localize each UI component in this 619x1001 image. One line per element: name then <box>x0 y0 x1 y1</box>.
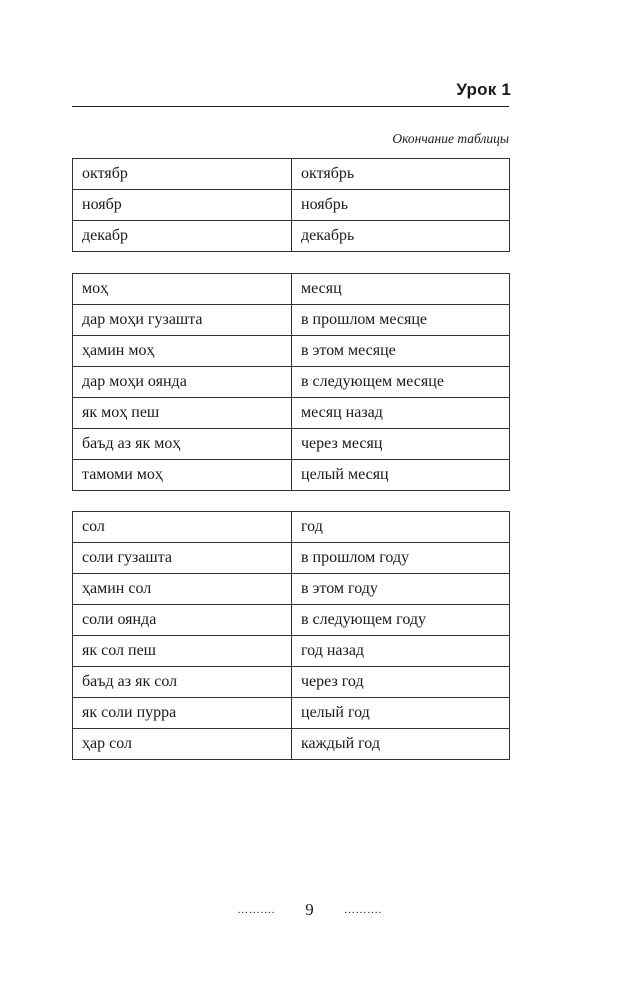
table-continuation-note: Окончание таблицы <box>392 131 509 146</box>
tajik-word: соли оянда <box>73 605 292 636</box>
tajik-word: як сол пеш <box>73 636 292 667</box>
table-row <box>73 398 510 429</box>
russian-translation: декабрь <box>292 221 510 252</box>
russian-translation: через год <box>292 667 510 698</box>
russian-translation: каждый год <box>292 729 510 760</box>
table-row <box>73 729 510 760</box>
tajik-word: тамоми моҳ <box>73 460 292 491</box>
tajik-word: ноябр <box>73 190 292 221</box>
table-row <box>73 429 510 460</box>
table-row <box>73 636 510 667</box>
tajik-word: як моҳ пеш <box>73 398 292 429</box>
table-row <box>73 159 510 190</box>
table-row <box>73 274 510 305</box>
table-row <box>73 512 510 543</box>
russian-translation: целый год <box>292 698 510 729</box>
lesson-title: Урок 1 <box>456 80 511 99</box>
vocab-table-months <box>72 158 510 252</box>
table-row <box>73 667 510 698</box>
russian-translation: месяц назад <box>292 398 510 429</box>
tajik-word: як соли пурра <box>73 698 292 729</box>
russian-translation: октябрь <box>292 159 510 190</box>
tajik-word: сол <box>73 512 292 543</box>
table-row <box>73 574 510 605</box>
russian-translation: год назад <box>292 636 510 667</box>
russian-translation: в прошлом месяце <box>292 305 510 336</box>
page-number: 9 <box>305 900 314 920</box>
vocab-table-month <box>72 273 510 491</box>
table-row <box>73 543 510 574</box>
tajik-word: дар моҳи оянда <box>73 367 292 398</box>
russian-translation: ноябрь <box>292 190 510 221</box>
tajik-word: ҳар сол <box>73 729 292 760</box>
tajik-word: октябр <box>73 159 292 190</box>
russian-translation: в этом году <box>292 574 510 605</box>
russian-translation: месяц <box>292 274 510 305</box>
tajik-word: баъд аз як сол <box>73 667 292 698</box>
footer-dots-right: ………. <box>344 904 382 917</box>
russian-translation: в следующем году <box>292 605 510 636</box>
header-rule <box>72 106 509 107</box>
russian-translation: в следующем месяце <box>292 367 510 398</box>
table-row <box>73 336 510 367</box>
table-row <box>73 190 510 221</box>
table-row <box>73 460 510 491</box>
table-row <box>73 605 510 636</box>
footer-dots-left: ………. <box>237 904 275 917</box>
table-row <box>73 367 510 398</box>
tajik-word: ҳамин моҳ <box>73 336 292 367</box>
russian-translation: год <box>292 512 510 543</box>
table-row <box>73 305 510 336</box>
tajik-word: декабр <box>73 221 292 252</box>
tajik-word: моҳ <box>73 274 292 305</box>
russian-translation: в прошлом году <box>292 543 510 574</box>
tajik-word: соли гузашта <box>73 543 292 574</box>
tajik-word: баъд аз як моҳ <box>73 429 292 460</box>
tajik-word: ҳамин сол <box>73 574 292 605</box>
table-row <box>73 698 510 729</box>
russian-translation: целый месяц <box>292 460 510 491</box>
page-footer <box>0 899 619 920</box>
vocab-table-year <box>72 511 510 760</box>
russian-translation: в этом месяце <box>292 336 510 367</box>
table-row <box>73 221 510 252</box>
tajik-word: дар моҳи гузашта <box>73 305 292 336</box>
russian-translation: через месяц <box>292 429 510 460</box>
